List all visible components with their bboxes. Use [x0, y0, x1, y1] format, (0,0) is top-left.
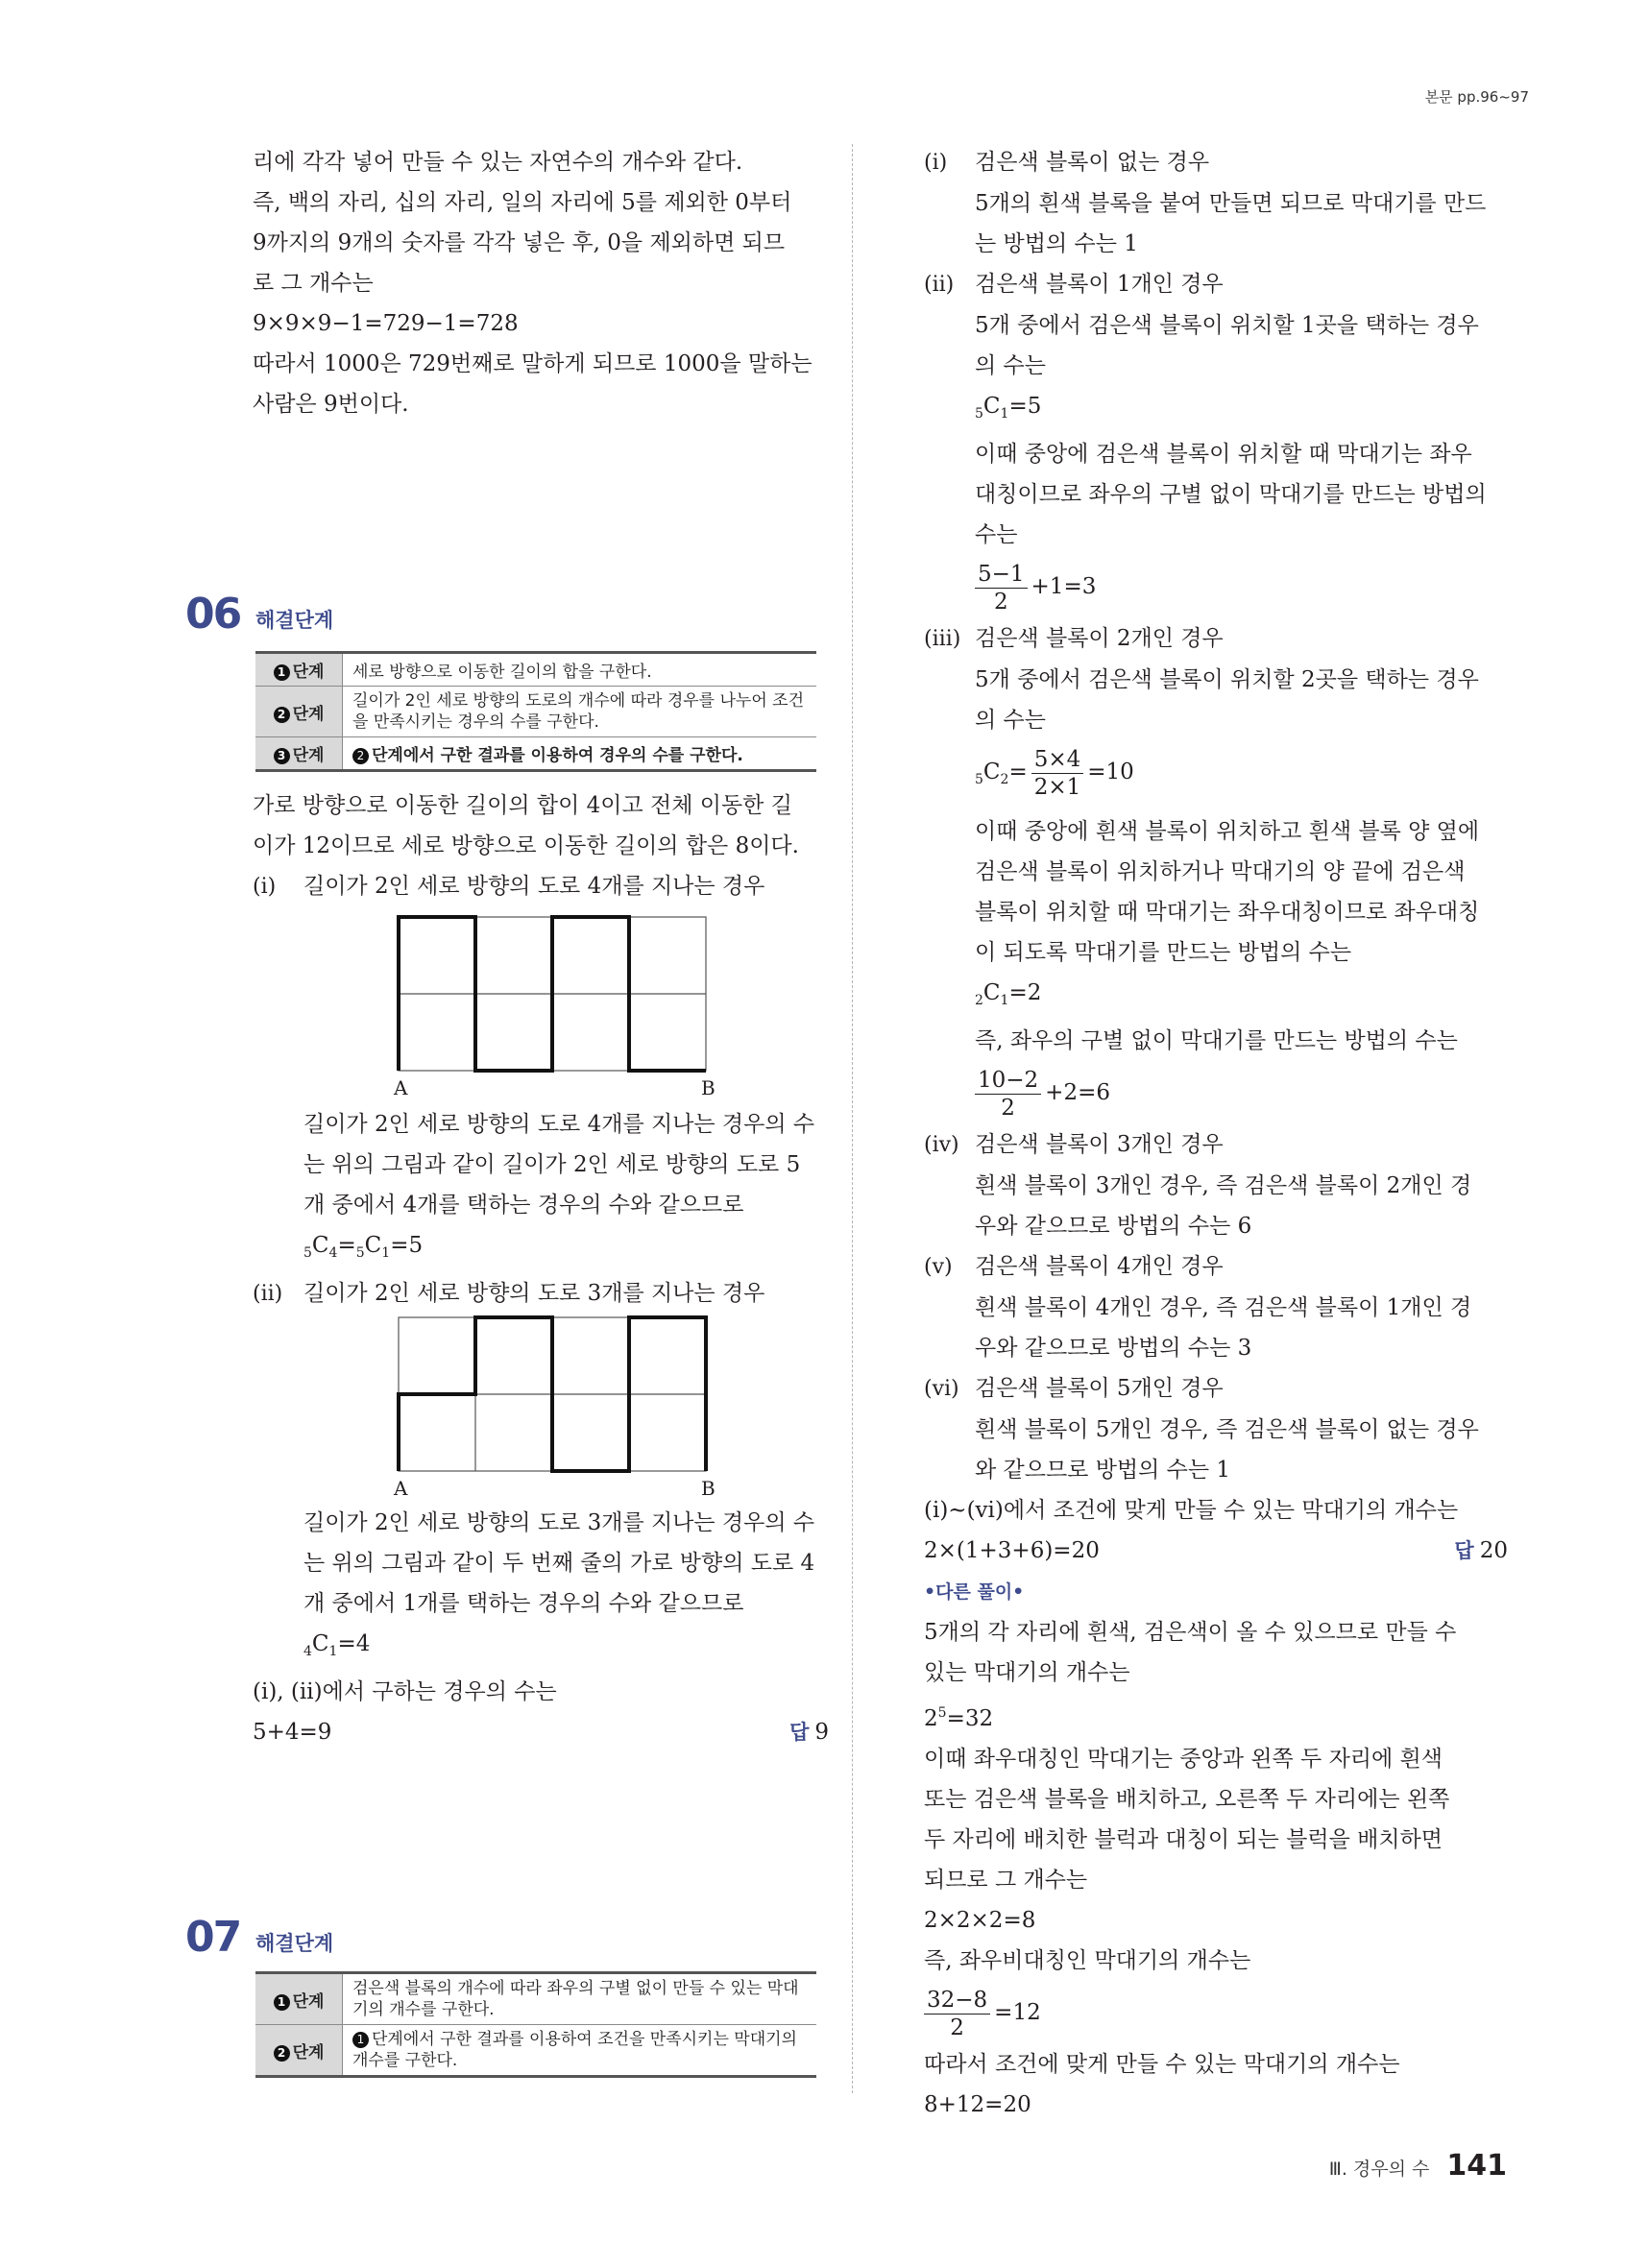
step-cell: 2 단계 [255, 687, 343, 737]
case-title-text: 검은색 블록이 2개인 경우 [975, 626, 1224, 651]
steps-table-07 [255, 1971, 816, 2078]
answer-label: 답 [1454, 1539, 1474, 1562]
fraction [975, 561, 1028, 615]
text-line: 흰색 블록이 4개인 경우, 즉 검은색 블록이 1개인 경 [975, 1295, 1472, 1320]
step-circle: 3 [274, 748, 290, 764]
case-lead: (ⅰ) [253, 875, 277, 899]
page-reference: 본문 pp.96~97 [1424, 88, 1529, 106]
text-line: 우와 같으므로 방법의 수는 3 [975, 1336, 1252, 1361]
answer-value: 20 [1479, 1538, 1508, 1563]
step-text [343, 737, 817, 771]
text-line: 즉, 좌우비대칭인 막대기의 개수는 [924, 1948, 1251, 1973]
formula [253, 1624, 829, 1672]
sub: 5 [975, 406, 983, 422]
sec06-body-1 [253, 785, 829, 907]
sub: 5 [975, 772, 983, 787]
step-cell: 3 단계 [255, 737, 343, 771]
text-line: 는 위의 그림과 같이 길이가 2인 세로 방향의 도로 5 [303, 1152, 801, 1177]
formula [924, 973, 1508, 1021]
sub: 4 [328, 1245, 338, 1261]
text-line: 따라서 조건에 맞게 만들 수 있는 막대기의 개수는 [924, 2052, 1400, 2077]
sec06-body-3 [253, 1503, 829, 1752]
text-line: 와 같으므로 방법의 수는 1 [975, 1458, 1231, 1483]
comb-c: C [364, 1233, 382, 1258]
section-number-07: 07 [185, 1913, 241, 1962]
value: +1=3 [1031, 574, 1097, 599]
text-line: 두 자리에 배치한 블럭과 대칭이 되는 블럭을 배치하면 [924, 1827, 1443, 1852]
alt-title-text: •다른 풀이• [924, 1581, 1025, 1603]
case-title [924, 264, 1508, 305]
fraction [924, 1987, 990, 2041]
step-text: 세로 방향으로 이동한 길이의 합을 구한다. [343, 653, 817, 687]
text-line: 이때 좌우대칭인 막대기는 중앙과 왼쪽 두 자리에 흰색 [924, 1747, 1443, 1772]
point-a-label: A [394, 1477, 408, 1500]
sub: 1 [328, 1644, 338, 1659]
eq: = [1008, 760, 1028, 784]
text-line: 이때 중앙에 검은색 블록이 위치할 때 막대기는 좌우 [975, 442, 1472, 467]
case-title-text: 검은색 블록이 5개인 경우 [975, 1376, 1224, 1401]
text-line: 9까지의 9개의 숫자를 각각 넣은 후, 0을 제외하면 되므 [253, 230, 786, 255]
case-title-text: 검은색 블록이 4개인 경우 [975, 1254, 1224, 1279]
text-line: 5개의 흰색 블록을 붙여 만들면 되므로 막대기를 만드 [975, 191, 1487, 216]
case-lead: (ⅱ) [253, 1282, 283, 1306]
comb-c: C [982, 980, 1001, 1005]
page-footer [1329, 2149, 1507, 2183]
case-title-text: 검은색 블록이 1개인 경우 [975, 272, 1224, 297]
step-row [255, 2025, 816, 2077]
comb-c: C [311, 1631, 329, 1656]
step-row [255, 653, 816, 687]
step-circle: 1 [274, 1994, 290, 2011]
eq: = [337, 1233, 356, 1258]
base: 2 [924, 1706, 938, 1731]
text-line: 5개의 각 자리에 흰색, 검은색이 올 수 있으므로 만들 수 [924, 1620, 1457, 1645]
formula [924, 1061, 1508, 1124]
point-b-label: B [701, 1477, 715, 1500]
value: =5 [390, 1233, 424, 1258]
left-column-top [253, 142, 829, 424]
denominator: 2 [1001, 1095, 1015, 1121]
step-text [343, 2025, 817, 2077]
step-cell: 1 단계 [255, 653, 343, 687]
text-line: 이때 중앙에 흰색 블록이 위치하고 흰색 블록 양 옆에 [975, 819, 1480, 844]
formula [924, 1693, 1508, 1739]
case-title-text: 길이가 2인 세로 방향의 도로 3개를 지나는 경우 [303, 1281, 765, 1306]
case-lead: (ⅰ) [924, 151, 948, 175]
case-title-text: 검은색 블록이 없는 경우 [975, 150, 1210, 175]
comb-c: C [982, 760, 1001, 784]
comb-c: C [982, 394, 1001, 419]
value: =32 [946, 1706, 994, 1731]
case-title [253, 866, 829, 907]
step-ref-text: 단계에서 구한 결과를 이용하여 경우의 수를 구한다. [372, 746, 743, 765]
case-lead: (ⅴ) [924, 1255, 953, 1279]
column-divider [852, 144, 853, 2093]
step-text: 길이가 2인 세로 방향의 도로의 개수에 따라 경우를 나누어 조건을 만족시키는 경우의 수를 구한다. [343, 687, 817, 737]
text-line: 의 수는 [975, 708, 1046, 733]
step-row [255, 687, 816, 737]
text-line: 5개 중에서 검은색 블록이 위치할 1곳을 택하는 경우 [975, 313, 1479, 338]
step-cell: 1 단계 [255, 1973, 343, 2025]
case-lead: (ⅳ) [924, 1133, 959, 1157]
conclusion: (ⅰ), (ⅱ)에서 구하는 경우의 수는 [253, 1679, 557, 1704]
answer [1454, 1531, 1508, 1571]
sub: 5 [303, 1245, 312, 1261]
section-label-07: 해결단계 [255, 1932, 334, 1955]
text-line: 블록이 위치할 때 막대기는 좌우대칭이므로 좌우대칭 [975, 900, 1480, 925]
text-line: 의 수는 [975, 353, 1046, 378]
step-ref-circle: 2 [352, 748, 369, 764]
sec06-body-2 [253, 1104, 829, 1315]
step-ref-circle: 1 [352, 2032, 369, 2048]
step-ref-text: 단계에서 구한 결과를 이용하여 조건을 만족시키는 막대기의 개수를 구한다. [352, 2030, 797, 2070]
exponent: 5 [937, 1705, 947, 1721]
text-line: 흰색 블록이 3개인 경우, 즉 검은색 블록이 2개인 경 [975, 1173, 1472, 1198]
chapter-label: Ⅲ. 경우의 수 [1328, 2159, 1430, 2180]
text-line: 흰색 블록이 5개인 경우, 즉 검은색 블록이 없는 경우 [975, 1417, 1479, 1442]
sub: 4 [303, 1644, 312, 1659]
text-line: 길이가 2인 세로 방향의 도로 4개를 지나는 경우의 수 [303, 1112, 815, 1137]
equation: 2×2×2=8 [924, 1908, 1036, 1933]
result: 5+4=9 [253, 1720, 332, 1745]
text-line: 개 중에서 4개를 택하는 경우의 수와 같으므로 [303, 1193, 744, 1218]
case-title [924, 618, 1508, 660]
point-a-label: A [394, 1076, 408, 1099]
formula [924, 740, 1508, 811]
case-title [924, 142, 1508, 183]
text-line: 이가 12이므로 세로 방향으로 이동한 길이의 합은 8이다. [253, 833, 799, 858]
value: =10 [1087, 760, 1134, 784]
text-line: 는 방법의 수는 1 [975, 231, 1138, 256]
sub: 1 [1000, 406, 1009, 422]
path-grid-2 [384, 1308, 720, 1500]
denominator: 2×1 [1033, 774, 1081, 800]
text-line: 되므로 그 개수는 [924, 1868, 1088, 1893]
result-line [253, 1712, 829, 1752]
answer-value: 9 [814, 1720, 829, 1745]
text-line: 즉, 백의 자리, 십의 자리, 일의 자리에 5를 제외한 0부터 [253, 190, 792, 215]
step-cell: 2 단계 [255, 2025, 343, 2077]
denominator: 2 [993, 589, 1008, 615]
text-line: 로 그 개수는 [253, 271, 374, 296]
steps-table-06 [255, 651, 816, 772]
value: =12 [994, 2000, 1041, 2025]
text-line: 대칭이므로 좌우의 구별 없이 막대기를 만드는 방법의 [975, 482, 1487, 507]
case-title-text: 검은색 블록이 3개인 경우 [975, 1132, 1224, 1157]
sub: 2 [1000, 772, 1009, 787]
formula [924, 1981, 1508, 2044]
comb-c: C [311, 1233, 329, 1258]
formula [924, 386, 1508, 434]
numerator: 10−2 [975, 1067, 1041, 1095]
step-text: 검은색 블록의 개수에 따라 좌우의 구별 없이 만들 수 있는 막대기의 개수를 구한다. [343, 1973, 817, 2025]
text-line: 길이가 2인 세로 방향의 도로 3개를 지나는 경우의 수 [303, 1510, 815, 1535]
point-b-label: B [701, 1076, 715, 1099]
sub: 1 [381, 1245, 391, 1261]
formula [253, 1225, 829, 1273]
text-line: 수는 [975, 522, 1018, 547]
value: =2 [1008, 980, 1042, 1005]
text-line: 우와 같으므로 방법의 수는 6 [975, 1214, 1252, 1239]
case-title [924, 1368, 1508, 1410]
denominator: 2 [950, 2015, 964, 2040]
case-lead: (ⅵ) [924, 1377, 959, 1401]
result-line [924, 1531, 1508, 1571]
section-label-06: 해결단계 [255, 609, 334, 632]
page-number: 141 [1446, 2149, 1507, 2183]
value: =4 [337, 1631, 371, 1656]
case-lead: (ⅱ) [924, 273, 955, 297]
equation: 8+12=20 [924, 2092, 1031, 2117]
sub: 1 [1000, 993, 1009, 1008]
fraction [1031, 746, 1084, 801]
text-line: 또는 검은색 블록을 배치하고, 오른쪽 두 자리에는 왼쪽 [924, 1787, 1450, 1812]
numerator: 5×4 [1031, 746, 1084, 774]
step-row [255, 1973, 816, 2025]
sub: 2 [975, 993, 983, 1008]
text-line: 리에 각각 넣어 만들 수 있는 자연수의 개수와 같다. [253, 150, 743, 175]
answer [789, 1712, 829, 1752]
case-title-text: 길이가 2인 세로 방향의 도로 4개를 지나는 경우 [303, 874, 765, 899]
text-line: 5개 중에서 검은색 블록이 위치할 2곳을 택하는 경우 [975, 667, 1479, 692]
right-column [924, 142, 1508, 2125]
numerator: 32−8 [924, 1987, 990, 2015]
text-line: 개 중에서 1개를 택하는 경우의 수와 같으므로 [303, 1591, 744, 1616]
step-row [255, 737, 816, 771]
text-line: 가로 방향으로 이동한 길이의 합이 4이고 전체 이동한 길 [253, 793, 792, 818]
step-circle: 1 [274, 664, 290, 681]
value: =5 [1008, 394, 1042, 419]
case-title [924, 1246, 1508, 1288]
fraction [975, 1067, 1041, 1122]
text-line: 검은색 블록이 위치하거나 막대기의 양 끝에 검은색 [975, 859, 1466, 884]
value: +2=6 [1045, 1080, 1110, 1105]
answer-label: 답 [789, 1721, 810, 1744]
result: 2×(1+3+6)=20 [924, 1538, 1100, 1563]
text-line: 이 되도록 막대기를 만드는 방법의 수는 [975, 940, 1352, 965]
equation: 9×9×9−1=729−1=728 [253, 311, 519, 336]
text-line: 사람은 9번이다. [253, 392, 409, 417]
section-number-06: 06 [185, 590, 241, 639]
text-line: 즉, 좌우의 구별 없이 막대기를 만드는 방법의 수는 [975, 1028, 1458, 1053]
text-line: 는 위의 그림과 같이 두 번째 줄의 가로 방향의 도로 4 [303, 1551, 815, 1576]
path-grid-1 [384, 907, 720, 1099]
formula [924, 555, 1508, 618]
step-circle: 2 [274, 707, 290, 723]
alt-solution-title [924, 1571, 1508, 1612]
case-title [924, 1124, 1508, 1166]
text-line: 따라서 1000은 729번째로 말하게 되므로 1000을 말하는 [253, 351, 812, 376]
case-lead: (ⅲ) [924, 627, 961, 651]
text-line: 있는 막대기의 개수는 [924, 1660, 1130, 1685]
step-circle: 2 [274, 2045, 290, 2062]
conclusion: (ⅰ)~(ⅵ)에서 조건에 맞게 만들 수 있는 막대기의 개수는 [924, 1498, 1459, 1523]
sub: 5 [355, 1245, 365, 1261]
numerator: 5−1 [975, 561, 1028, 589]
